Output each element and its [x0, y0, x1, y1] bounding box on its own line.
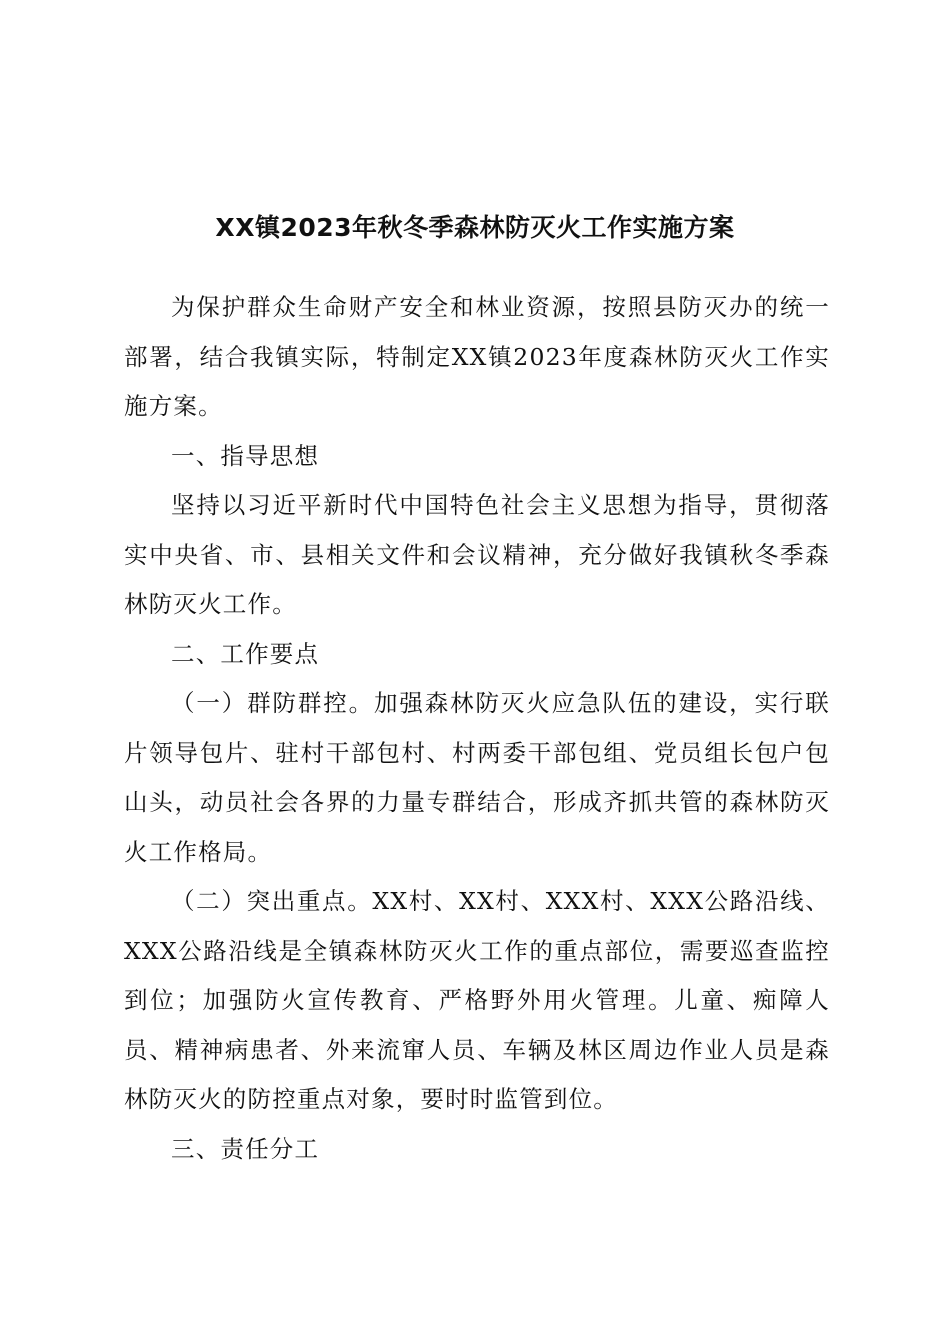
section-heading-work-points: 二、工作要点 — [171, 639, 320, 668]
work-point-key-focus — [124, 877, 830, 1125]
section-heading-guiding-ideology: 一、指导思想 — [171, 441, 320, 470]
document-title: XX镇2023年秋冬季森林防灭火工作实施方案 — [215, 213, 735, 242]
work-point-mass-prevention — [124, 679, 830, 877]
work-point-lead: （一）群防群控。 — [171, 689, 374, 717]
guiding-ideology-paragraph: 坚持以习近平新时代中国特色社会主义思想为指导，贯彻落实中央省、市、县相关文件和会议精神，充分做好我镇秋冬季森林防灭火工作。 — [124, 491, 830, 618]
work-point-text: XX村、XX村、XXX村、XXX公路沿线、XXX公路沿线是全镇森林防灭火工作的重点部位，需要巡查监控到位；加强防火宣传教育、严格野外用火管理。儿童、痴障人员、精神病患者、外来流窜人员、车辆及林区周边作业人员是森林防灭火的防控重点对象，要时时监管到位。 — [124, 887, 831, 1113]
work-point-text: 加强森林防灭火应急队伍的建设，实行联片领导包片、驻村干部包村、村两委干部包组、党员组长包户包山头，动员社会各界的力量专群结合，形成齐抓共管的森林防灭火工作格局。 — [124, 689, 830, 866]
document-body — [124, 283, 830, 1174]
intro-paragraph: 为保护群众生命财产安全和林业资源，按照县防灭办的统一部署，结合我镇实际，特制定XX镇2023年度森林防灭火工作实施方案。 — [124, 293, 830, 420]
work-point-lead: （二）突出重点。 — [171, 887, 373, 915]
section-heading-responsibility: 三、责任分工 — [171, 1134, 320, 1163]
